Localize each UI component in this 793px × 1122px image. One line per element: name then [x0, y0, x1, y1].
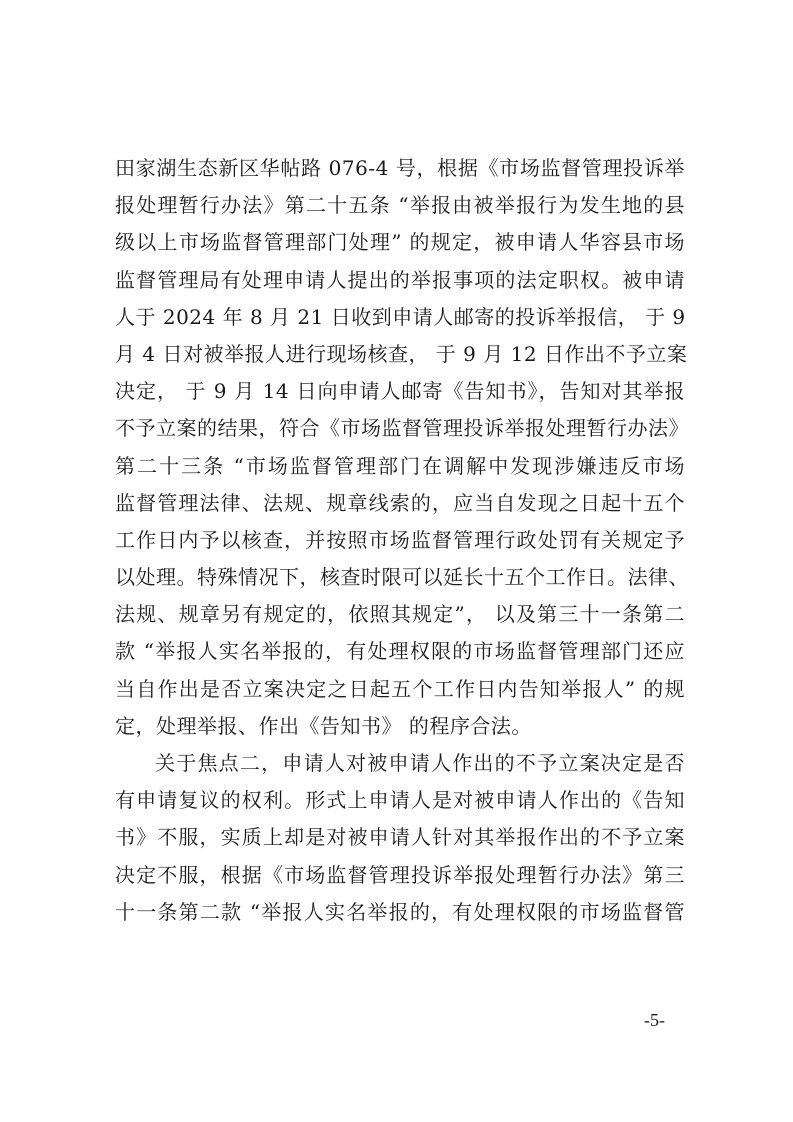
body-line-16: 定，处理举报、作出《告知书》 的程序合法。 — [115, 713, 532, 738]
body-line-7: 决定， 于 9 月 14 日向申请人邮寄《告知书》，告知对其举报 — [115, 379, 685, 404]
page-number: -5- — [644, 1010, 665, 1030]
body-line-2: 报处理暂行办法》第二十五条 “举报由被举报行为发生地的县 — [115, 193, 685, 218]
body-line-9: 第二十三条 “市场监督管理部门在调解中发现涉嫌违反市场 — [115, 453, 685, 478]
body-line-12: 以处理。特殊情况下，核查时限可以延长十五个工作日。法律、 — [115, 565, 689, 590]
body-line-19: 书》不服，实质上却是对被申请人针对其举报作出的不予立案 — [115, 825, 685, 850]
body-line-15: 当自作出是否立案决定之日起五个工作日内告知举报人” 的规 — [115, 676, 685, 701]
body-line-14: 款 “举报人实名举报的，有处理权限的市场监督管理部门还应 — [115, 639, 685, 664]
body-line-3: 级以上市场监督管理部门处理” 的规定，被申请人华容县市场 — [115, 230, 685, 255]
body-line-10: 监督管理法律、法规、规章线索的，应当自发现之日起十五个 — [115, 490, 685, 515]
body-line-8: 不予立案的结果，符合《市场监督管理投诉举报处理暂行办法》 — [115, 416, 689, 441]
body-line-17: 关于焦点二，申请人对被申请人作出的不予立案决定是否 — [155, 751, 685, 775]
body-line-13: 法规、规章另有规定的，依照其规定”， 以及第三十一条第二 — [115, 602, 685, 627]
body-line-20: 决定不服，根据《市场监督管理投诉举报处理暂行办法》第三 — [115, 862, 685, 887]
body-line-1: 田家湖生态新区华帖路 076-4 号，根据《市场监督管理投诉举 — [115, 156, 685, 180]
body-line-5: 人于 2024 年 8 月 21 日收到申请人邮寄的投诉举报信， 于 9 — [115, 304, 686, 329]
body-line-21: 十一条第二款 “举报人实名举报的，有处理权限的市场监督管 — [115, 899, 685, 924]
document-body — [115, 150, 689, 931]
body-line-18: 有申请复议的权利。形式上申请人是对被申请人作出的《告知 — [115, 788, 685, 813]
body-line-11: 工作日内予以核查，并按照市场监督管理行政处罚有关规定予 — [115, 527, 685, 552]
body-line-6: 月 4 日对被举报人进行现场核查， 于 9 月 12 日作出不予立案 — [115, 341, 688, 366]
body-line-4: 监督管理局有处理申请人提出的举报事项的法定职权。被申请 — [115, 267, 685, 292]
